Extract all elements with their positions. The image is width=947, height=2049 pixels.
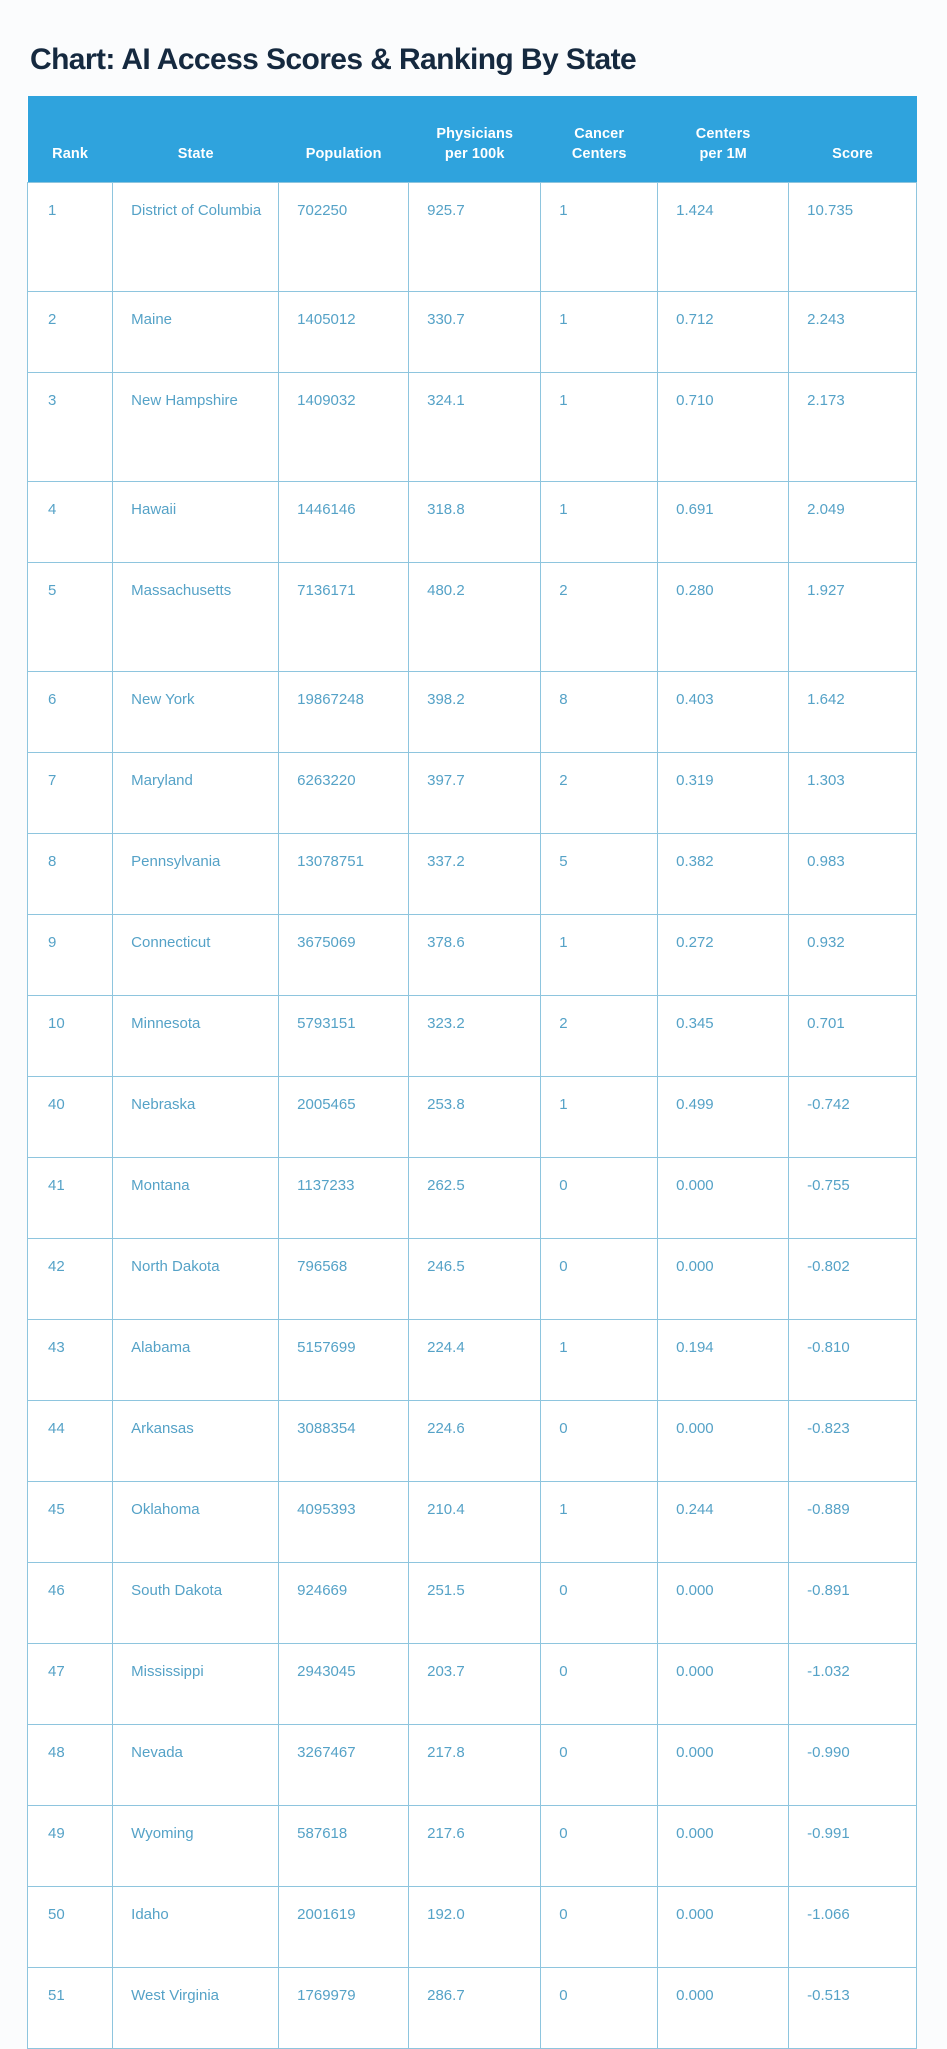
column-header-label: State: [177, 146, 214, 162]
cell-cancer: 0: [541, 1158, 658, 1239]
cell-phys: 397.7: [409, 753, 541, 834]
column-header-score[interactable]: [789, 96, 917, 183]
cell-score: 10.735: [789, 183, 917, 292]
cell-rank: 43: [28, 1320, 113, 1401]
table-row[interactable]: [28, 563, 917, 672]
cell-per1m: 0.280: [658, 563, 789, 672]
column-header-label: Centers: [695, 126, 751, 142]
cell-phys: 203.7: [409, 1644, 541, 1725]
table-row[interactable]: [28, 183, 917, 292]
cell-score: 1.927: [789, 563, 917, 672]
cell-cancer: 1: [541, 1077, 658, 1158]
cell-state: Alabama: [113, 1320, 279, 1401]
cell-rank: 1: [28, 183, 113, 292]
cell-score: -0.755: [789, 1158, 917, 1239]
cell-phys: 330.7: [409, 292, 541, 373]
table-body: [28, 183, 917, 2049]
cell-score: 0.932: [789, 915, 917, 996]
cell-rank: 5: [28, 563, 113, 672]
cell-per1m: 0.499: [658, 1077, 789, 1158]
cell-rank: 49: [28, 1806, 113, 1887]
cell-pop: 2943045: [279, 1644, 409, 1725]
cell-rank: 48: [28, 1725, 113, 1806]
table-row[interactable]: [28, 373, 917, 482]
cell-per1m: 0.194: [658, 1320, 789, 1401]
cell-per1m: 0.000: [658, 1563, 789, 1644]
cell-per1m: 0.000: [658, 1725, 789, 1806]
cell-per1m: 0.000: [658, 1806, 789, 1887]
table-row[interactable]: [28, 1482, 917, 1563]
cell-per1m: 0.000: [658, 1158, 789, 1239]
cell-pop: 2005465: [279, 1077, 409, 1158]
cell-score: -0.891: [789, 1563, 917, 1644]
table-row[interactable]: [28, 1806, 917, 1887]
cell-cancer: 1: [541, 292, 658, 373]
cell-per1m: 0.000: [658, 1239, 789, 1320]
column-header-label: Score: [832, 146, 873, 162]
cell-rank: 4: [28, 482, 113, 563]
cell-state: Mississippi: [113, 1644, 279, 1725]
cell-score: -0.802: [789, 1239, 917, 1320]
cell-phys: 398.2: [409, 672, 541, 753]
cell-pop: 587618: [279, 1806, 409, 1887]
cell-score: -0.991: [789, 1806, 917, 1887]
cell-pop: 3675069: [279, 915, 409, 996]
cell-phys: 925.7: [409, 183, 541, 292]
cell-score: -0.990: [789, 1725, 917, 1806]
cell-rank: 7: [28, 753, 113, 834]
cell-pop: 1405012: [279, 292, 409, 373]
cell-pop: 1769979: [279, 1968, 409, 2049]
cell-pop: 4095393: [279, 1482, 409, 1563]
cell-cancer: 2: [541, 753, 658, 834]
cell-rank: 42: [28, 1239, 113, 1320]
column-header-per1m[interactable]: [658, 96, 789, 183]
cell-phys: 324.1: [409, 373, 541, 482]
cell-state: Montana: [113, 1158, 279, 1239]
cell-per1m: 0.000: [658, 1401, 789, 1482]
column-header-label: Centers: [571, 146, 627, 162]
cell-phys: 246.5: [409, 1239, 541, 1320]
cell-score: 1.642: [789, 672, 917, 753]
table-row[interactable]: [28, 834, 917, 915]
cell-rank: 44: [28, 1401, 113, 1482]
column-header-label: Physicians: [436, 126, 514, 142]
cell-pop: 7136171: [279, 563, 409, 672]
cell-rank: 2: [28, 292, 113, 373]
cell-score: -0.823: [789, 1401, 917, 1482]
table-container: [27, 96, 917, 2049]
cell-pop: 3267467: [279, 1725, 409, 1806]
cell-cancer: 1: [541, 1482, 658, 1563]
cell-rank: 40: [28, 1077, 113, 1158]
cell-score: 2.173: [789, 373, 917, 482]
cell-rank: 50: [28, 1887, 113, 1968]
cell-cancer: 8: [541, 672, 658, 753]
cell-cancer: 0: [541, 1725, 658, 1806]
table-row[interactable]: [28, 1887, 917, 1968]
cell-state: Oklahoma: [113, 1482, 279, 1563]
cell-state: Nevada: [113, 1725, 279, 1806]
cell-phys: 210.4: [409, 1482, 541, 1563]
table-header: [28, 96, 917, 183]
cell-per1m: 0.382: [658, 834, 789, 915]
cell-phys: 337.2: [409, 834, 541, 915]
cell-state: Connecticut: [113, 915, 279, 996]
cell-phys: 480.2: [409, 563, 541, 672]
table-row[interactable]: [28, 482, 917, 563]
cell-per1m: 0.000: [658, 1887, 789, 1968]
cell-state: North Dakota: [113, 1239, 279, 1320]
cell-cancer: 1: [541, 373, 658, 482]
column-header-label: per 100k: [444, 146, 505, 162]
table-row[interactable]: [28, 1320, 917, 1401]
cell-cancer: 0: [541, 1887, 658, 1968]
page-title: Chart: AI Access Scores & Ranking By State: [30, 43, 637, 77]
cell-phys: 262.5: [409, 1158, 541, 1239]
column-header-rank[interactable]: [28, 96, 113, 183]
cell-state: West Virginia: [113, 1968, 279, 2049]
cell-score: 2.243: [789, 292, 917, 373]
cell-state: Arkansas: [113, 1401, 279, 1482]
cell-state: Hawaii: [113, 482, 279, 563]
cell-score: -0.810: [789, 1320, 917, 1401]
cell-cancer: 2: [541, 563, 658, 672]
cell-score: 0.701: [789, 996, 917, 1077]
cell-state: Pennsylvania: [113, 834, 279, 915]
table-row[interactable]: [28, 996, 917, 1077]
cell-cancer: 0: [541, 1563, 658, 1644]
table-row[interactable]: [28, 753, 917, 834]
column-header-state[interactable]: [113, 96, 279, 183]
cell-cancer: 0: [541, 1644, 658, 1725]
cell-per1m: 0.712: [658, 292, 789, 373]
cell-state: New Hampshire: [113, 373, 279, 482]
cell-score: 0.983: [789, 834, 917, 915]
cell-state: District of Columbia: [113, 183, 279, 292]
table-row[interactable]: [28, 1563, 917, 1644]
column-header-label: per 1M: [699, 146, 747, 162]
table-row[interactable]: [28, 915, 917, 996]
cell-phys: 192.0: [409, 1887, 541, 1968]
cell-pop: 3088354: [279, 1401, 409, 1482]
cell-cancer: 0: [541, 1806, 658, 1887]
column-header-cancer[interactable]: [541, 96, 658, 183]
cell-cancer: 0: [541, 1968, 658, 2049]
cell-rank: 3: [28, 373, 113, 482]
cell-phys: 318.8: [409, 482, 541, 563]
table-row[interactable]: [28, 1158, 917, 1239]
cell-pop: 6263220: [279, 753, 409, 834]
cell-pop: 1409032: [279, 373, 409, 482]
column-header-label: Population: [305, 146, 382, 162]
cell-state: New York: [113, 672, 279, 753]
table-row[interactable]: [28, 1968, 917, 2049]
cell-per1m: 0.345: [658, 996, 789, 1077]
cell-cancer: 0: [541, 1239, 658, 1320]
cell-rank: 10: [28, 996, 113, 1077]
cell-per1m: 0.403: [658, 672, 789, 753]
cell-score: -1.066: [789, 1887, 917, 1968]
cell-per1m: 0.000: [658, 1644, 789, 1725]
cell-phys: 323.2: [409, 996, 541, 1077]
cell-score: 2.049: [789, 482, 917, 563]
cell-rank: 47: [28, 1644, 113, 1725]
cell-pop: 702250: [279, 183, 409, 292]
cell-per1m: 0.319: [658, 753, 789, 834]
column-header-phys[interactable]: [409, 96, 541, 183]
cell-cancer: 5: [541, 834, 658, 915]
table-row[interactable]: [28, 1725, 917, 1806]
cell-score: -0.889: [789, 1482, 917, 1563]
cell-per1m: 0.691: [658, 482, 789, 563]
cell-rank: 51: [28, 1968, 113, 2049]
cell-score: 1.303: [789, 753, 917, 834]
cell-phys: 224.4: [409, 1320, 541, 1401]
column-header-label: Rank: [52, 146, 89, 162]
cell-state: South Dakota: [113, 1563, 279, 1644]
cell-score: -0.513: [789, 1968, 917, 2049]
cell-phys: 286.7: [409, 1968, 541, 2049]
cell-phys: 224.6: [409, 1401, 541, 1482]
table-row[interactable]: [28, 292, 917, 373]
cell-cancer: 1: [541, 915, 658, 996]
table-row[interactable]: [28, 1644, 917, 1725]
cell-per1m: 0.000: [658, 1968, 789, 2049]
cell-pop: 2001619: [279, 1887, 409, 1968]
cell-rank: 41: [28, 1158, 113, 1239]
cell-phys: 378.6: [409, 915, 541, 996]
cell-per1m: 0.272: [658, 915, 789, 996]
cell-state: Wyoming: [113, 1806, 279, 1887]
cell-state: Massachusetts: [113, 563, 279, 672]
cell-state: Idaho: [113, 1887, 279, 1968]
table-row[interactable]: [28, 1077, 917, 1158]
cell-state: Nebraska: [113, 1077, 279, 1158]
cell-score: -0.742: [789, 1077, 917, 1158]
table-row[interactable]: [28, 672, 917, 753]
cell-state: Maine: [113, 292, 279, 373]
cell-rank: 46: [28, 1563, 113, 1644]
cell-pop: 1446146: [279, 482, 409, 563]
cell-pop: 19867248: [279, 672, 409, 753]
column-header-pop[interactable]: [279, 96, 409, 183]
cell-score: -1.032: [789, 1644, 917, 1725]
cell-phys: 253.8: [409, 1077, 541, 1158]
cell-state: Minnesota: [113, 996, 279, 1077]
cell-phys: 217.8: [409, 1725, 541, 1806]
cell-rank: 6: [28, 672, 113, 753]
cell-cancer: 0: [541, 1401, 658, 1482]
cell-rank: 9: [28, 915, 113, 996]
cell-cancer: 1: [541, 1320, 658, 1401]
cell-phys: 251.5: [409, 1563, 541, 1644]
cell-cancer: 1: [541, 482, 658, 563]
cell-per1m: 1.424: [658, 183, 789, 292]
cell-per1m: 0.244: [658, 1482, 789, 1563]
cell-rank: 45: [28, 1482, 113, 1563]
cell-rank: 8: [28, 834, 113, 915]
table-header-row: [28, 96, 917, 183]
cell-state: Maryland: [113, 753, 279, 834]
cell-pop: 1137233: [279, 1158, 409, 1239]
table-row[interactable]: [28, 1401, 917, 1482]
cell-pop: 5157699: [279, 1320, 409, 1401]
cell-phys: 217.6: [409, 1806, 541, 1887]
column-header-label: Cancer: [574, 126, 625, 142]
cell-pop: 5793151: [279, 996, 409, 1077]
cell-cancer: 1: [541, 183, 658, 292]
cell-per1m: 0.710: [658, 373, 789, 482]
cell-pop: 796568: [279, 1239, 409, 1320]
cell-pop: 13078751: [279, 834, 409, 915]
cell-pop: 924669: [279, 1563, 409, 1644]
table-row[interactable]: [28, 1239, 917, 1320]
cell-cancer: 2: [541, 996, 658, 1077]
ai-access-scores-table: [27, 96, 917, 2049]
